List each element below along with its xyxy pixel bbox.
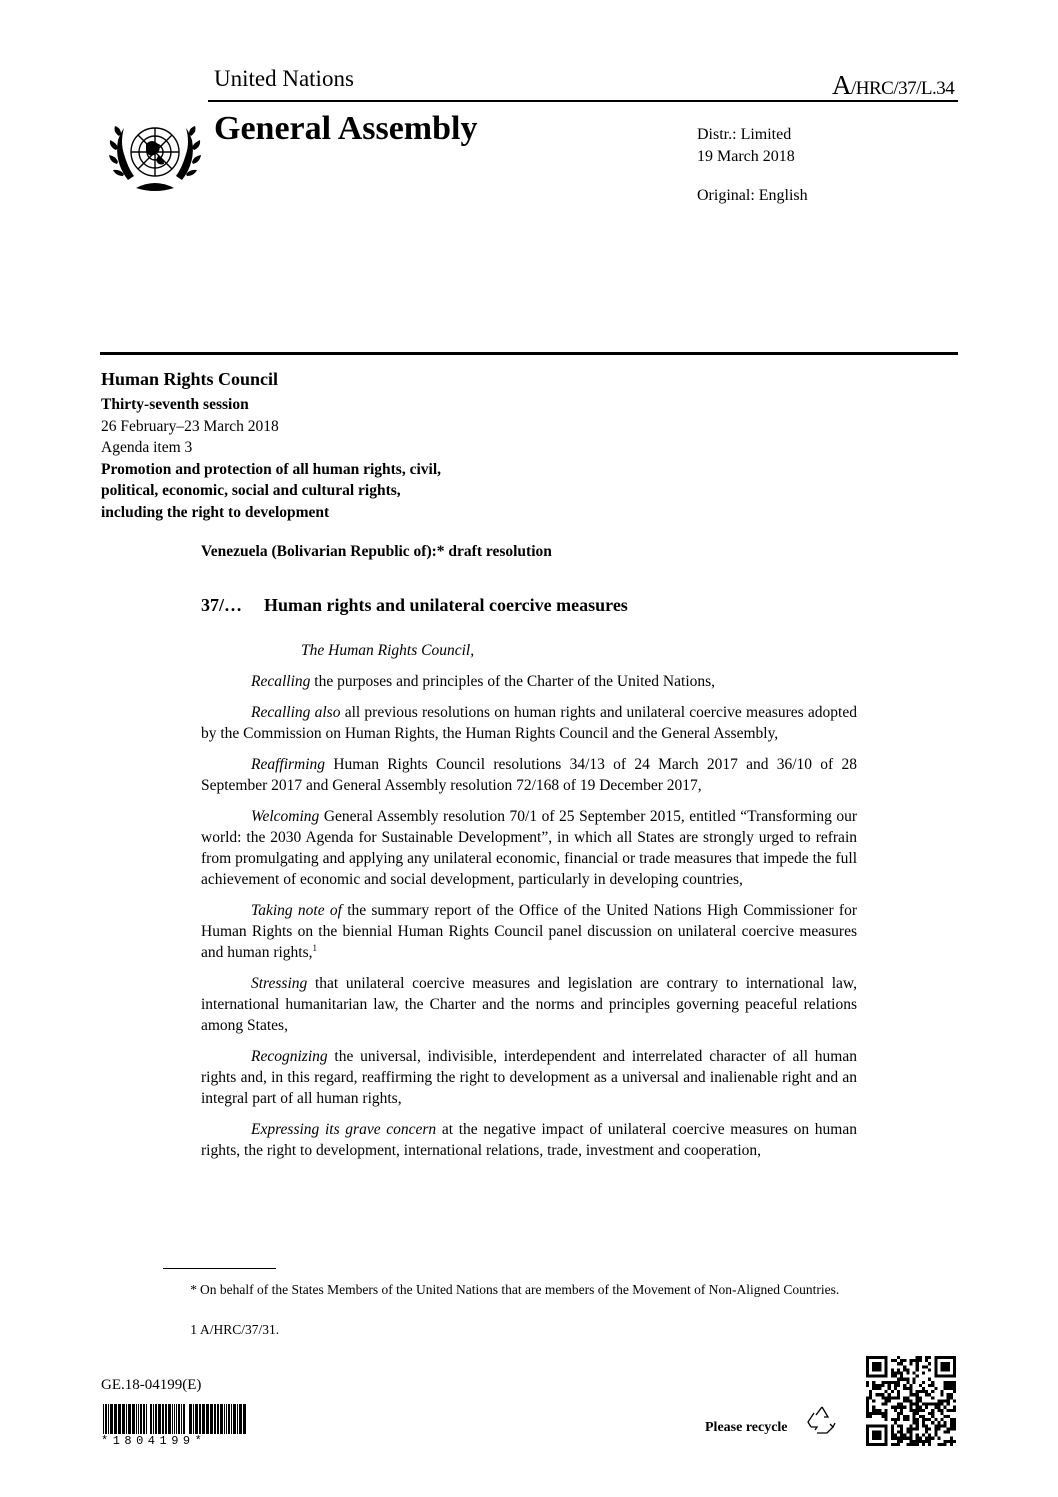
agenda-title-line: including the right to development [101,503,330,521]
paragraph-text: the purposes and principles of the Charter of the United Nations, [310,673,716,690]
paragraph-text: all previous resolutions on human rights and unilateral coercive measures adopted by the Commission on Human Rights, the Human Rights Council and the General Assembly, [201,704,857,742]
original-language: Original: English [697,187,808,204]
job-number: GE.18-04199(E) [101,1377,202,1393]
paragraph-text: that unilateral coercive measures and legislation are contrary to international law, international humanitarian law, the Charter and the norms and principles governing peaceful relations among States, [201,975,857,1034]
agenda-title-line: Promotion and protection of all human rights, civil, [101,460,442,478]
session-name: Thirty-seventh session [101,396,249,413]
preambular-paragraph [201,702,857,744]
distribution-block [697,124,795,168]
footnote-reference[interactable]: 1 [312,942,317,953]
resolution-number: 37/… [201,595,243,615]
organ-title: General Assembly [214,110,478,147]
paragraph-text: General Assembly resolution 70/1 of 25 September 2015, entitled “Transforming our world: the 2030 Agenda for Sustainable Development”, in which all States are strongly urged to refrain from promulgating and applying any unilateral economic, financial or trade measures that impede the full achievement of economic and social development, particularly in developing countries, [201,808,857,888]
preambular-paragraph [201,973,857,1036]
preambular-paragraph [201,900,857,963]
agenda-item: Agenda item 3 [101,439,193,456]
paragraph-text: the universal, indivisible, interdependent and interrelated character of all human rights and, in this regard, reaffirming the right to development as a universal and inalienable right and an integral part of all human rights, [201,1048,857,1107]
session-dates: 26 February–23 March 2018 [101,417,279,435]
un-emblem-icon [106,110,204,198]
footnote-marker: * [190,1282,197,1297]
recycle-icon [805,1403,839,1437]
resolution-title [201,595,628,616]
agenda-title-line: political, economic, social and cultural rights, [101,482,401,499]
footnote [163,1281,853,1299]
footnote-marker: 1 [190,1322,197,1337]
organization-name: United Nations [214,66,354,91]
header-rule [208,100,958,102]
footnote-text: A/HRC/37/31. [200,1322,280,1337]
sponsor-line: Venezuela (Bolivarian Republic of):* draft resolution [201,543,552,560]
preambular-paragraph [201,671,857,692]
paragraph-lead: Expressing its grave concern [251,1121,437,1138]
symbol-rest: /HRC/37/L.34 [851,78,955,99]
footnote-rule [163,1268,276,1269]
document-date: 19 March 2018 [697,148,795,165]
session-info [101,394,621,523]
opening-text: The Human Rights Council, [301,642,475,659]
document-symbol [832,70,954,101]
paragraph-lead: Recalling [251,673,311,690]
footnote-text: On behalf of the States Members of the United Nations that are members of the Movement of Non-Aligned Countries. [200,1282,840,1297]
paragraph-lead: Stressing [251,975,308,992]
barcode-text: *1804199* [101,1434,207,1448]
paragraph-lead: Welcoming [251,808,320,825]
paragraph-lead: Recognizing [251,1048,328,1065]
section-rule [100,352,958,355]
preambular-paragraph [201,1046,857,1109]
paragraph-lead: Taking note of [251,902,342,919]
recycle-notice: Please recycle [705,1420,788,1435]
paragraph-text: the summary report of the Office of the United Nations High Commissioner for Human Rights on the biennial Human Rights Council panel discussion on unilateral coercive measures and human rights, [201,902,857,961]
distribution-status: Distr.: Limited [697,126,792,143]
paragraph-lead: Reaffirming [251,756,326,773]
paragraph-lead: Recalling also [251,704,341,721]
barcode-icon [101,1404,249,1434]
resolution-title-text: Human rights and unilateral coercive measures [264,595,628,615]
paragraph-text: Human Rights Council resolutions 34/13 of 24 March 2017 and 36/10 of 28 September 2017 and General Assembly resolution 72/168 of 19 December 2017, [201,756,857,794]
council-name: Human Rights Council [101,369,279,389]
opening-line [201,640,857,661]
qr-code-icon [866,1356,956,1446]
paragraph-text: at the negative impact of unilateral coercive measures on human rights, the right to development, international relations, trade, investment and cooperation, [201,1121,857,1159]
preambular-paragraph [201,1119,857,1161]
footnote [163,1321,853,1339]
symbol-prefix: A [832,70,851,100]
preambular-paragraph [201,754,857,796]
resolution-body [201,640,857,1171]
preambular-paragraph [201,806,857,890]
